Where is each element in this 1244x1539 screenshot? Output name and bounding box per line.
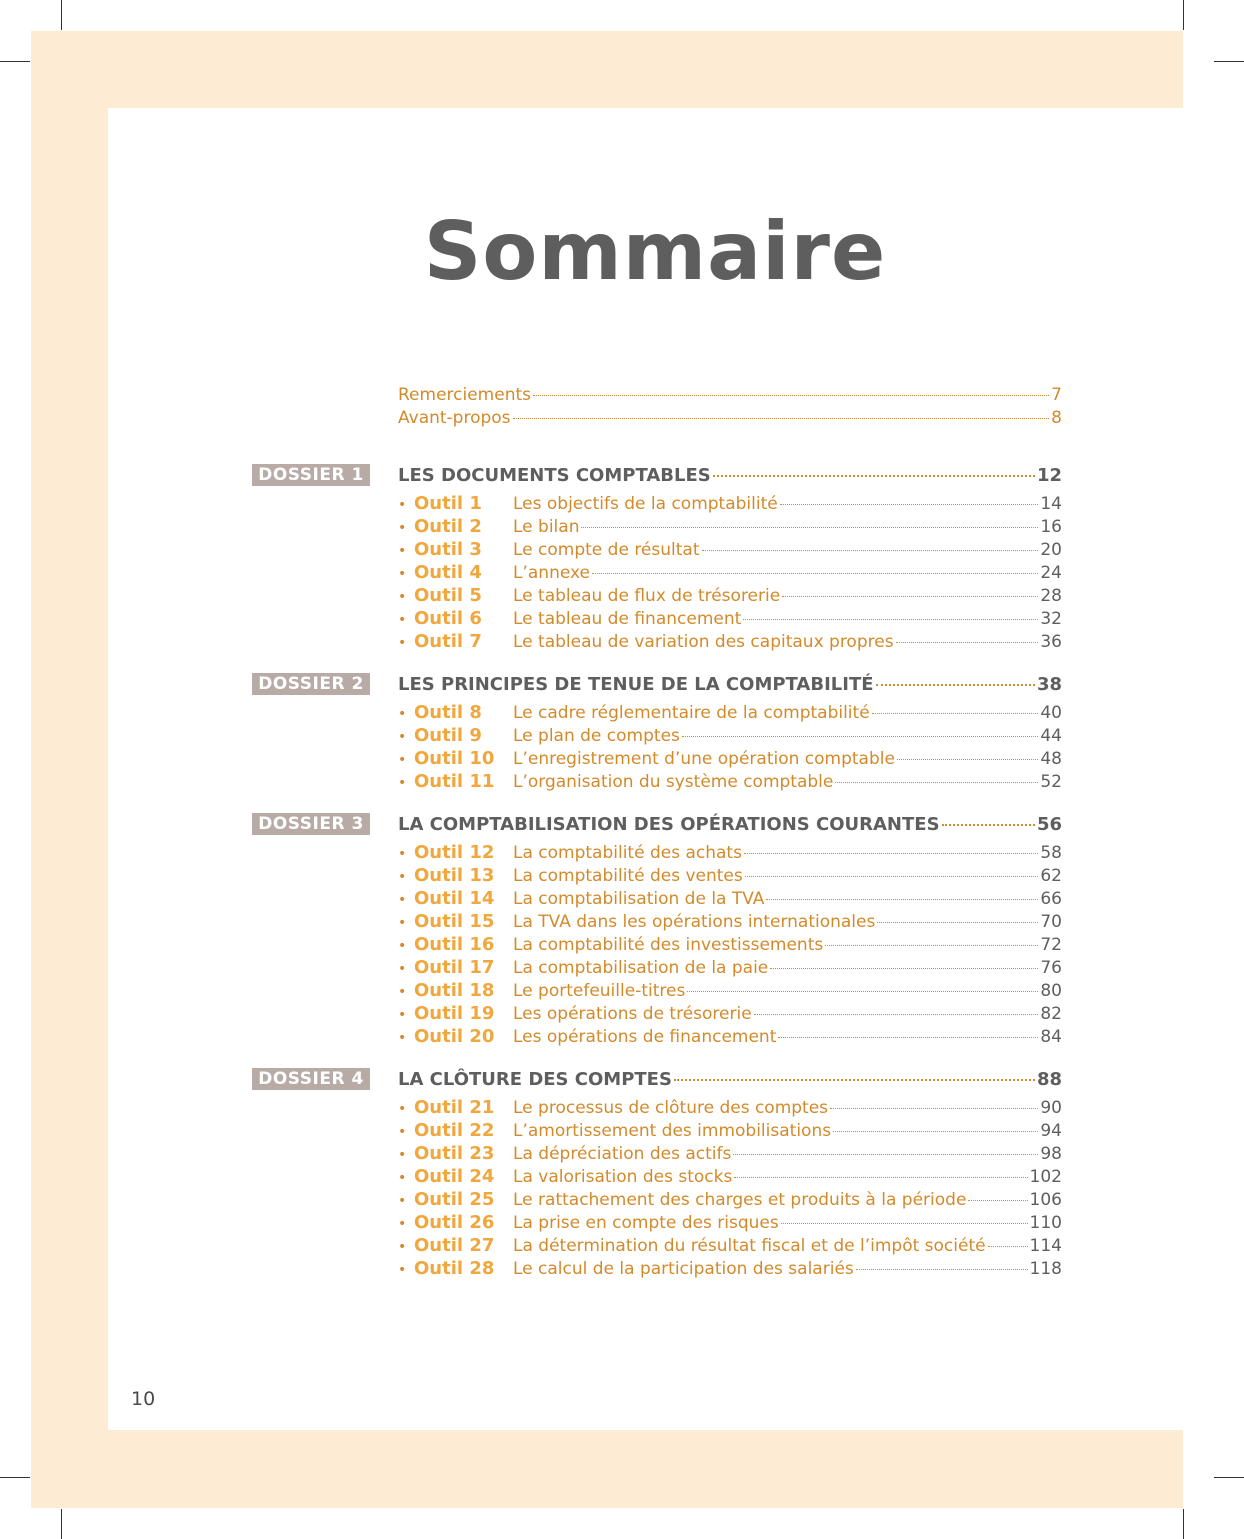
dot-leader — [782, 596, 1038, 597]
dot-leader — [743, 619, 1038, 620]
tool-number: Outil 11 — [414, 771, 495, 792]
entry-label: Remerciements — [398, 385, 531, 405]
dot-leader — [968, 1200, 1027, 1201]
tool-page: 98 — [1040, 1144, 1062, 1164]
tool-list — [398, 1097, 1062, 1281]
dot-leader — [830, 1108, 1038, 1109]
dot-leader — [781, 1223, 1028, 1224]
dot-leader — [872, 713, 1039, 714]
tool-entry[interactable] — [398, 1097, 1062, 1120]
tool-entry[interactable] — [398, 957, 1062, 980]
tool-entry[interactable] — [398, 771, 1062, 794]
tool-title: La prise en compte des risques — [513, 1213, 779, 1233]
dossier-title: LA CLÔTURE DES COMPTES — [398, 1068, 672, 1090]
crop-mark — [61, 1509, 62, 1539]
tool-page: 58 — [1040, 843, 1062, 863]
tool-number: Outil 14 — [414, 888, 495, 909]
tool-list — [398, 702, 1062, 794]
tool-number: Outil 8 — [414, 702, 482, 723]
tool-page: 110 — [1029, 1213, 1062, 1233]
tool-entry[interactable] — [398, 865, 1062, 888]
tool-title: La TVA dans les opérations internationales — [513, 912, 876, 932]
crop-mark — [1183, 0, 1184, 30]
tool-number: Outil 25 — [414, 1189, 495, 1210]
bullet-icon: • — [398, 520, 407, 536]
tool-entry[interactable] — [398, 911, 1062, 934]
dot-leader — [745, 876, 1039, 877]
dot-leader — [682, 736, 1038, 737]
tool-title: La comptabilisation de la paie — [513, 958, 769, 978]
dossier-title-row — [398, 465, 1062, 486]
dossier-title: LA COMPTABILISATION DES OPÉRATIONS COURANTES — [398, 813, 940, 835]
crop-mark — [61, 0, 62, 30]
dot-leader — [687, 991, 1038, 992]
tool-page: 106 — [1029, 1190, 1062, 1210]
bullet-icon: • — [398, 497, 407, 513]
dot-leader — [754, 1014, 1039, 1015]
dot-leader — [733, 1154, 1038, 1155]
dossier-page: 38 — [1036, 673, 1062, 695]
tool-entry[interactable] — [398, 748, 1062, 771]
dossier-title: LES PRINCIPES DE TENUE DE LA COMPTABILITÉ — [398, 673, 874, 695]
tool-entry[interactable] — [398, 1120, 1062, 1143]
bullet-icon: • — [398, 984, 407, 1000]
bullet-icon: • — [398, 1030, 407, 1046]
dossier-section — [252, 461, 1062, 654]
bullet-icon: • — [398, 846, 407, 862]
dot-leader — [877, 922, 1038, 923]
dossier-title-row — [398, 1069, 1062, 1090]
dot-leader — [766, 899, 1038, 900]
bullet-icon: • — [398, 1124, 407, 1140]
dossier-heading[interactable] — [252, 670, 1062, 698]
tool-entry[interactable] — [398, 516, 1062, 539]
dot-leader — [513, 418, 1050, 419]
tool-list — [398, 842, 1062, 1049]
bullet-icon: • — [398, 752, 407, 768]
bullet-icon: • — [398, 1007, 407, 1023]
tool-title: Le portefeuille-titres — [513, 981, 686, 1001]
tool-page: 32 — [1040, 609, 1062, 629]
crop-mark — [1214, 61, 1244, 62]
tool-entry[interactable] — [398, 1212, 1062, 1235]
dot-leader — [592, 573, 1038, 574]
page-number: 10 — [131, 1388, 156, 1410]
tool-title: Le tableau de flux de trésorerie — [513, 586, 781, 606]
dot-leader — [734, 1177, 1027, 1178]
tool-page: 14 — [1040, 494, 1062, 514]
bullet-icon: • — [398, 1147, 407, 1163]
dossier-title-row — [398, 814, 1062, 835]
tool-title: La comptabilité des investissements — [513, 935, 824, 955]
tool-number: Outil 6 — [414, 608, 482, 629]
tool-entry[interactable] — [398, 539, 1062, 562]
tool-entry[interactable] — [398, 1258, 1062, 1281]
tool-number: Outil 26 — [414, 1212, 495, 1233]
tool-list — [398, 493, 1062, 654]
dot-leader — [780, 504, 1039, 505]
bullet-icon: • — [398, 1239, 407, 1255]
crop-mark — [1183, 1509, 1184, 1539]
tool-page: 84 — [1040, 1027, 1062, 1047]
dot-leader — [856, 1269, 1028, 1270]
tool-entry[interactable] — [398, 1235, 1062, 1258]
tool-entry[interactable] — [398, 1003, 1062, 1026]
tool-number: Outil 12 — [414, 842, 495, 863]
tool-entry[interactable] — [398, 702, 1062, 725]
dot-leader — [897, 759, 1038, 760]
dot-leader — [896, 642, 1039, 643]
dot-leader — [770, 968, 1038, 969]
dossier-section — [252, 1065, 1062, 1281]
tool-entry[interactable] — [398, 1166, 1062, 1189]
dossier-badge: DOSSIER 3 — [252, 813, 370, 835]
tool-number: Outil 1 — [414, 493, 482, 514]
bullet-icon: • — [398, 892, 407, 908]
tool-entry[interactable] — [398, 562, 1062, 585]
tool-number: Outil 15 — [414, 911, 495, 932]
tool-page: 20 — [1040, 540, 1062, 560]
tool-entry[interactable] — [398, 608, 1062, 631]
dossier-page: 88 — [1036, 1068, 1062, 1090]
crop-mark — [1214, 1477, 1244, 1478]
tool-entry[interactable] — [398, 1026, 1062, 1049]
bullet-icon: • — [398, 1170, 407, 1186]
tool-title: L’enregistrement d’une opération comptable — [513, 749, 895, 769]
dossier-page: 12 — [1036, 464, 1062, 486]
bullet-icon: • — [398, 938, 407, 954]
preliminary-entries — [398, 385, 1062, 431]
tool-title: Le bilan — [513, 517, 580, 537]
tool-title: Les opérations de financement — [513, 1027, 777, 1047]
tool-number: Outil 22 — [414, 1120, 495, 1141]
tool-title: Le tableau de financement — [513, 609, 742, 629]
tool-page: 72 — [1040, 935, 1062, 955]
tool-title: Les objectifs de la comptabilité — [513, 494, 778, 514]
tool-title: Le processus de clôture des comptes — [513, 1098, 829, 1118]
dot-leader — [942, 824, 1035, 826]
dot-leader — [833, 1131, 1038, 1132]
tool-title: Le tableau de variation des capitaux propres — [513, 632, 894, 652]
bullet-icon: • — [398, 1193, 407, 1209]
bullet-icon: • — [398, 566, 407, 582]
dot-leader — [876, 684, 1035, 686]
bullet-icon: • — [398, 1101, 407, 1117]
tool-entry[interactable] — [398, 725, 1062, 748]
tool-title: La détermination du résultat fiscal et de l’impôt société — [513, 1236, 986, 1256]
tool-page: 70 — [1040, 912, 1062, 932]
tool-entry[interactable] — [398, 493, 1062, 516]
tool-number: Outil 23 — [414, 1143, 495, 1164]
tool-number: Outil 4 — [414, 562, 482, 583]
tool-title: La comptabilité des achats — [513, 843, 742, 863]
tool-number: Outil 28 — [414, 1258, 495, 1279]
dot-leader — [988, 1246, 1028, 1247]
tool-number: Outil 20 — [414, 1026, 495, 1047]
dossier-title-row — [398, 674, 1062, 695]
entry-page: 8 — [1051, 408, 1062, 428]
tool-number: Outil 27 — [414, 1235, 495, 1256]
tool-page: 66 — [1040, 889, 1062, 909]
bullet-icon: • — [398, 869, 407, 885]
tool-number: Outil 16 — [414, 934, 495, 955]
dossier-title: LES DOCUMENTS COMPTABLES — [398, 464, 711, 486]
dossier-heading[interactable] — [252, 1065, 1062, 1093]
bullet-icon: • — [398, 1216, 407, 1232]
tool-page: 36 — [1040, 632, 1062, 652]
tool-title: Le cadre réglementaire de la comptabilité — [513, 703, 870, 723]
tool-title: Les opérations de trésorerie — [513, 1004, 752, 1024]
tool-number: Outil 24 — [414, 1166, 495, 1187]
crop-mark — [0, 61, 30, 62]
tool-number: Outil 19 — [414, 1003, 495, 1024]
dot-leader — [674, 1079, 1035, 1081]
tool-page: 48 — [1040, 749, 1062, 769]
tool-title: La valorisation des stocks — [513, 1167, 733, 1187]
dot-leader — [835, 782, 1038, 783]
tool-entry[interactable] — [398, 842, 1062, 865]
dot-leader — [581, 527, 1038, 528]
dot-leader — [778, 1037, 1038, 1038]
bullet-icon: • — [398, 635, 407, 651]
tool-page: 44 — [1040, 726, 1062, 746]
tool-page: 90 — [1040, 1098, 1062, 1118]
tool-number: Outil 17 — [414, 957, 495, 978]
bullet-icon: • — [398, 543, 407, 559]
bullet-icon: • — [398, 706, 407, 722]
tool-number: Outil 13 — [414, 865, 495, 886]
dot-leader — [825, 945, 1038, 946]
tool-title: La dépréciation des actifs — [513, 1144, 732, 1164]
dossier-section — [252, 810, 1062, 1049]
tool-title: L’organisation du système comptable — [513, 772, 834, 792]
tool-page: 28 — [1040, 586, 1062, 606]
dossier-heading[interactable] — [252, 461, 1062, 489]
tool-entry[interactable] — [398, 1189, 1062, 1212]
tool-title: La comptabilisation de la TVA — [513, 889, 765, 909]
tool-entry[interactable] — [398, 1143, 1062, 1166]
dossier-list — [252, 461, 1062, 1281]
dot-leader — [533, 395, 1049, 396]
dossier-badge: DOSSIER 4 — [252, 1068, 370, 1090]
tool-page: 62 — [1040, 866, 1062, 886]
tool-entry[interactable] — [398, 631, 1062, 654]
tool-entry[interactable] — [398, 585, 1062, 608]
tool-page: 82 — [1040, 1004, 1062, 1024]
entry-label: Avant-propos — [398, 408, 511, 428]
dot-leader — [713, 475, 1035, 477]
dot-leader — [702, 550, 1039, 551]
tool-number: Outil 9 — [414, 725, 482, 746]
dossier-page: 56 — [1036, 813, 1062, 835]
dot-leader — [744, 853, 1038, 854]
page-title: Sommaire — [423, 205, 887, 298]
bullet-icon: • — [398, 961, 407, 977]
tool-number: Outil 7 — [414, 631, 482, 652]
tool-number: Outil 3 — [414, 539, 482, 560]
dossier-section — [252, 670, 1062, 794]
tool-number: Outil 21 — [414, 1097, 495, 1118]
entry-page: 7 — [1051, 385, 1062, 405]
bullet-icon: • — [398, 775, 407, 791]
dossier-badge: DOSSIER 2 — [252, 673, 370, 695]
tool-page: 114 — [1029, 1236, 1062, 1256]
tool-number: Outil 10 — [414, 748, 495, 769]
tool-title: La comptabilité des ventes — [513, 866, 743, 886]
bullet-icon: • — [398, 915, 407, 931]
tool-number: Outil 2 — [414, 516, 482, 537]
tool-page: 40 — [1040, 703, 1062, 723]
tool-number: Outil 5 — [414, 585, 482, 606]
tool-title: L’amortissement des immobilisations — [513, 1121, 832, 1141]
tool-entry[interactable] — [398, 980, 1062, 1003]
bullet-icon: • — [398, 1262, 407, 1278]
tool-page: 118 — [1029, 1259, 1062, 1279]
table-of-contents — [252, 385, 1062, 1281]
tool-entry[interactable] — [398, 888, 1062, 911]
tool-page: 94 — [1040, 1121, 1062, 1141]
tool-title: Le calcul de la participation des salariés — [513, 1259, 854, 1279]
tool-number: Outil 18 — [414, 980, 495, 1001]
dossier-badge: DOSSIER 1 — [252, 464, 370, 486]
bullet-icon: • — [398, 589, 407, 605]
tool-title: Le compte de résultat — [513, 540, 700, 560]
bullet-icon: • — [398, 612, 407, 628]
tool-page: 24 — [1040, 563, 1062, 583]
tool-entry[interactable] — [398, 934, 1062, 957]
tool-title: Le rattachement des charges et produits à la période — [513, 1190, 967, 1210]
bullet-icon: • — [398, 729, 407, 745]
toc-entry[interactable] — [398, 385, 1062, 408]
tool-page: 52 — [1040, 772, 1062, 792]
crop-mark — [0, 1477, 30, 1478]
tool-title: L’annexe — [513, 563, 590, 583]
tool-page: 80 — [1040, 981, 1062, 1001]
tool-page: 16 — [1040, 517, 1062, 537]
tool-title: Le plan de comptes — [513, 726, 680, 746]
tool-page: 76 — [1040, 958, 1062, 978]
dossier-heading[interactable] — [252, 810, 1062, 838]
toc-entry[interactable] — [398, 408, 1062, 431]
tool-page: 102 — [1029, 1167, 1062, 1187]
